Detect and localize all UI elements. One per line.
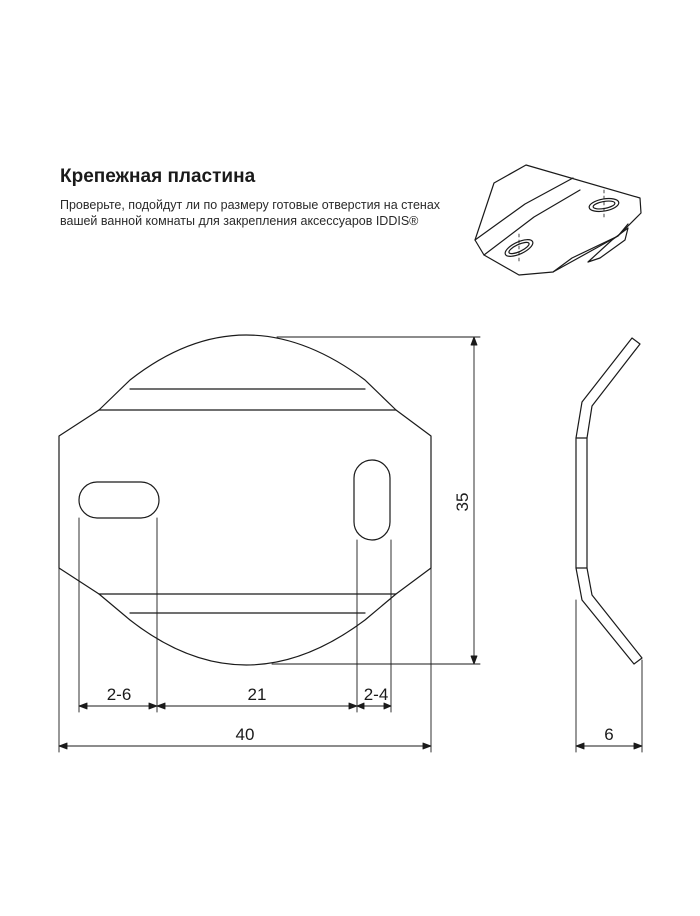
dim-label-left-slot: 2-6 xyxy=(106,685,132,704)
page-title: Крепежная пластина xyxy=(60,166,256,187)
left-slot xyxy=(79,482,159,518)
iso-plate-side xyxy=(588,228,628,262)
dim-label-right-slot: 2-4 xyxy=(363,685,389,704)
iso-plate-edge xyxy=(553,224,628,272)
dim-label-height: 35 xyxy=(453,492,472,512)
right-slot xyxy=(354,460,390,540)
dim-label-thickness: 6 xyxy=(604,725,614,744)
front-view-plate xyxy=(59,335,431,665)
dim-label-total-width: 40 xyxy=(235,725,255,744)
iso-plate-ridge xyxy=(475,178,573,240)
iso-plate-outline xyxy=(475,165,641,275)
profile-outline xyxy=(576,338,642,664)
plate-outline xyxy=(59,335,431,665)
description-line-1: Проверьте, подойдут ли по размеру готовые отверстия на стенах xyxy=(60,198,441,212)
description-line-2: вашей ванной комнаты для закрепления аксессуаров IDDIS® xyxy=(60,214,419,228)
isometric-plate-view xyxy=(475,165,641,275)
side-profile-view xyxy=(576,338,642,752)
dim-label-center: 21 xyxy=(247,685,267,704)
